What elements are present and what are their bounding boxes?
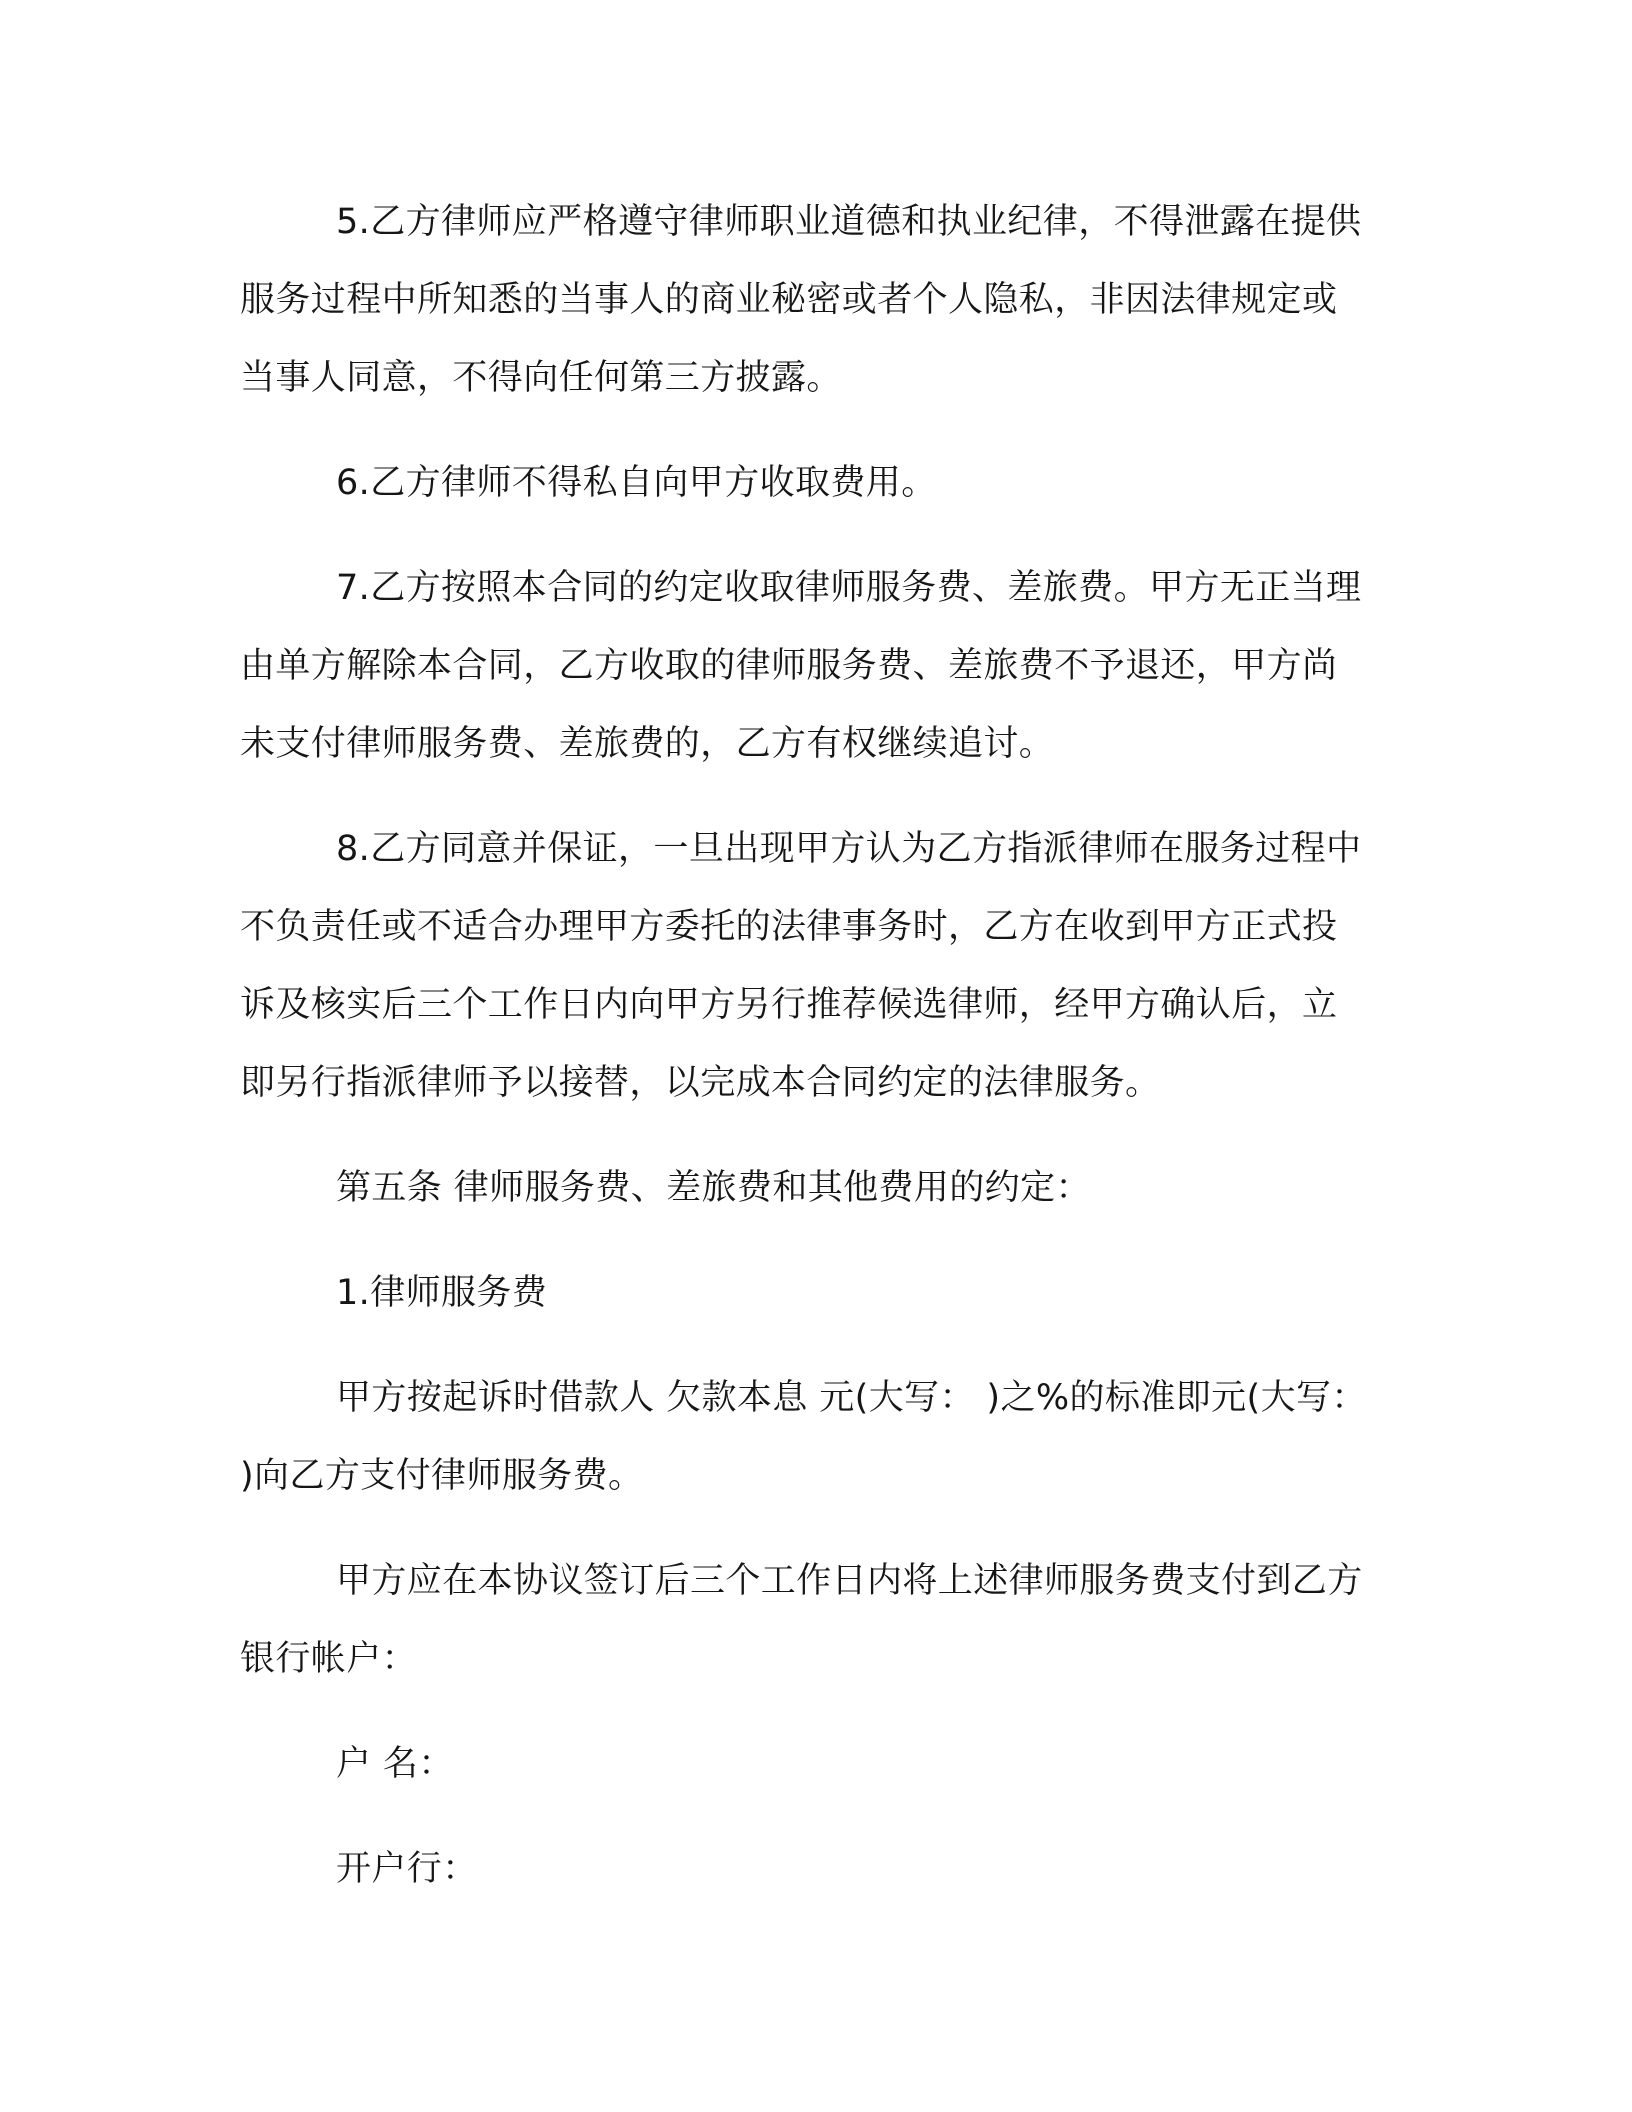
clause-7-paragraph: 7.乙方按照本合同的约定收取律师服务费、差旅费。甲方无正当理由单方解除本合同，乙方收取的律师服务费、差旅费不予退还，甲方尚未支付律师服务费、差旅费的，乙方有权继续追讨。 xyxy=(240,568,1362,764)
bank-name-field: 开户行： xyxy=(336,1849,478,1889)
clause-8-paragraph: 8.乙方同意并保证，一旦出现甲方认为乙方指派律师在服务过程中不负责任或不适合办理甲方委托的法律事务时，乙方在收到甲方正式投诉及核实后三个工作日内向甲方另行推荐候选律师，经甲方确认后，立即另行指派律师予以接替，以完成本合同约定的法律服务。 xyxy=(240,829,1362,1103)
account-name-field: 户 名： xyxy=(336,1744,454,1784)
clause-6-paragraph: 6.乙方律师不得私自向甲方收取费用。 xyxy=(336,463,937,503)
clause-5-paragraph: 5.乙方律师应严格遵守律师职业道德和执业纪律，不得泄露在提供服务过程中所知悉的当事人的商业秘密或者个人隐私，非因法律规定或当事人同意，不得向任何第三方披露。 xyxy=(240,202,1362,398)
article-5-heading: 第五条 律师服务费、差旅费和其他费用的约定： xyxy=(336,1168,1091,1208)
document-body xyxy=(240,183,1372,1935)
payment-deadline-paragraph: 甲方应在本协议签订后三个工作日内将上述律师服务费支付到乙方银行帐户： xyxy=(240,1561,1363,1679)
service-fee-standard-paragraph: 甲方按起诉时借款人 欠款本息 元(大写： )之%的标准即元(大写： )向乙方支付律师服务费。 xyxy=(240,1378,1367,1496)
service-fee-heading: 1.律师服务费 xyxy=(336,1273,548,1313)
